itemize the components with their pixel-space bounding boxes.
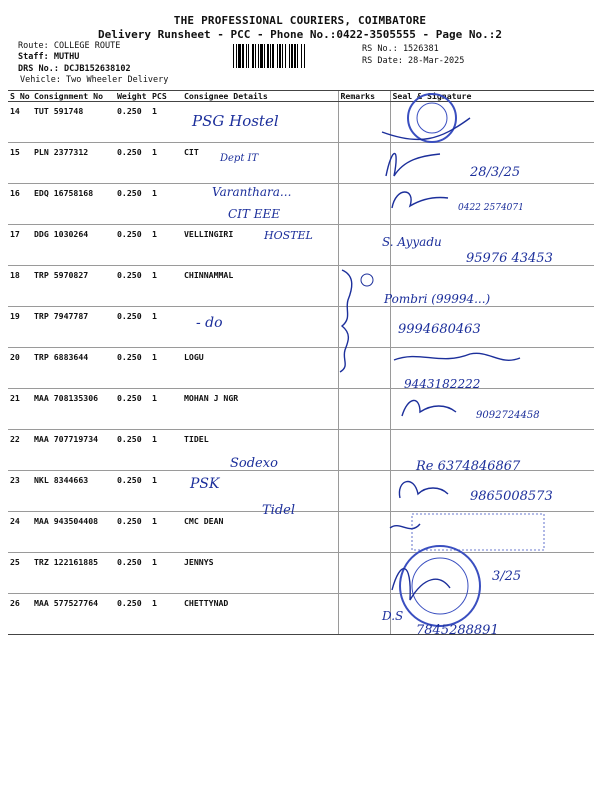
- row-seal-signature: [390, 143, 594, 184]
- row-weight: 0.250: [115, 184, 150, 225]
- row-weight: 0.250: [115, 430, 150, 471]
- runsheet-subtitle: Delivery Runsheet - PCC - Phone No.:0422-3505555 - Page No.:2: [98, 28, 502, 41]
- col-signature-header: Seal & Signature: [390, 91, 594, 102]
- row-sno: 25: [8, 553, 32, 594]
- handwriting: 95976 43453: [466, 251, 553, 266]
- company-title: THE PROFESSIONAL COURIERS, COIMBATORE: [173, 14, 427, 27]
- col-remarks-header: Remarks: [338, 91, 390, 102]
- row-sno: 24: [8, 512, 32, 553]
- table-header-row: [8, 91, 594, 102]
- row-pcs: 1: [150, 512, 182, 553]
- col-sno-header: S No: [8, 91, 32, 102]
- row-seal-signature: [390, 594, 594, 635]
- row-sno: 19: [8, 307, 32, 348]
- row-remarks: [338, 594, 390, 635]
- row-weight: 0.250: [115, 307, 150, 348]
- row-pcs: 1: [150, 348, 182, 389]
- row-remarks: [338, 143, 390, 184]
- rs-number: RS No.: 1526381: [362, 44, 439, 54]
- row-consignment-no: MAA 943504408: [32, 512, 115, 553]
- row-remarks: [338, 307, 390, 348]
- row-consignment-no: TRZ 122161885: [32, 553, 115, 594]
- row-seal-signature: [390, 348, 594, 389]
- row-weight: 0.250: [115, 143, 150, 184]
- row-consignee: TIDEL: [182, 430, 338, 471]
- row-sno: 26: [8, 594, 32, 635]
- row-seal-signature: [390, 225, 594, 266]
- row-consignee: CIT: [182, 143, 338, 184]
- row-consignee: [182, 102, 338, 143]
- handwriting: 9443182222: [404, 377, 481, 391]
- row-pcs: 1: [150, 307, 182, 348]
- row-pcs: 1: [150, 184, 182, 225]
- handwriting: Sodexo: [230, 456, 278, 471]
- row-consignment-no: NKL 8344663: [32, 471, 115, 512]
- row-consignee: VELLINGIRI: [182, 225, 338, 266]
- handwriting: Dept IT: [220, 153, 259, 164]
- row-consignment-no: TUT 591748: [32, 102, 115, 143]
- row-sno: 14: [8, 102, 32, 143]
- row-consignee: [182, 307, 338, 348]
- handwriting: 7845288891: [416, 623, 499, 638]
- table-row: [8, 594, 594, 635]
- row-consignee: CHETTYNAD: [182, 594, 338, 635]
- row-sno: 20: [8, 348, 32, 389]
- row-consignment-no: EDQ 16758168: [32, 184, 115, 225]
- row-pcs: 1: [150, 471, 182, 512]
- row-pcs: 1: [150, 266, 182, 307]
- row-consignment-no: DDG 1030264: [32, 225, 115, 266]
- row-weight: 0.250: [115, 594, 150, 635]
- col-pcs-header: PCS: [150, 91, 182, 102]
- row-consignment-no: MAA 708135306: [32, 389, 115, 430]
- row-consignee: [182, 471, 338, 512]
- row-pcs: 1: [150, 430, 182, 471]
- handwriting: 28/3/25: [470, 165, 521, 180]
- handwriting: 0422 2574071: [458, 203, 524, 213]
- row-consignee: MOHAN J NGR: [182, 389, 338, 430]
- row-seal-signature: [390, 184, 594, 225]
- row-seal-signature: [390, 512, 594, 553]
- drs-number: DRS No.: DCJB152638102: [18, 64, 131, 74]
- row-weight: 0.250: [115, 225, 150, 266]
- table-row: [8, 225, 594, 266]
- row-seal-signature: [390, 102, 594, 143]
- row-remarks: [338, 471, 390, 512]
- table-row: [8, 102, 594, 143]
- col-consignment-header: Consignment No: [32, 91, 115, 102]
- handwriting: Varanthara...: [212, 185, 292, 199]
- row-consignment-no: TRP 5970827: [32, 266, 115, 307]
- handwriting: Pombri (99994...): [384, 292, 491, 306]
- rs-date: RS Date: 28-Mar-2025: [362, 56, 465, 66]
- row-remarks: [338, 184, 390, 225]
- row-consignment-no: MAA 707719734: [32, 430, 115, 471]
- row-seal-signature: [390, 553, 594, 594]
- runsheet-table: [8, 90, 594, 635]
- row-sno: 18: [8, 266, 32, 307]
- table-row: [8, 553, 594, 594]
- row-remarks: [338, 102, 390, 143]
- row-remarks: [338, 389, 390, 430]
- row-seal-signature: [390, 430, 594, 471]
- row-remarks: [338, 553, 390, 594]
- row-remarks: [338, 430, 390, 471]
- row-remarks: [338, 225, 390, 266]
- col-consignee-header: Consignee Details: [182, 91, 338, 102]
- row-weight: 0.250: [115, 102, 150, 143]
- handwriting: 9994680463: [398, 322, 481, 337]
- handwriting: PSK: [190, 476, 220, 492]
- staff-label: Staff: MUTHU: [18, 52, 80, 62]
- col-weight-header: Weight: [115, 91, 150, 102]
- table-row: [8, 512, 594, 553]
- row-remarks: [338, 512, 390, 553]
- row-pcs: 1: [150, 553, 182, 594]
- row-sno: 22: [8, 430, 32, 471]
- row-sno: 23: [8, 471, 32, 512]
- route-label: Route: COLLEGE ROUTE: [18, 41, 121, 51]
- row-seal-signature: [390, 389, 594, 430]
- row-consignment-no: TRP 6883644: [32, 348, 115, 389]
- row-pcs: 1: [150, 594, 182, 635]
- row-remarks: [338, 266, 390, 307]
- handwriting: CIT EEE: [228, 207, 281, 221]
- row-consignee: LOGU: [182, 348, 338, 389]
- handwriting: - do: [196, 315, 223, 331]
- row-consignment-no: TRP 7947787: [32, 307, 115, 348]
- row-pcs: 1: [150, 225, 182, 266]
- table-row: [8, 307, 594, 348]
- row-sno: 15: [8, 143, 32, 184]
- row-consignment-no: MAA 577527764: [32, 594, 115, 635]
- barcode-bar: [305, 44, 306, 68]
- handwriting: Tidel: [262, 503, 296, 518]
- row-weight: 0.250: [115, 471, 150, 512]
- row-weight: 0.250: [115, 389, 150, 430]
- handwriting: HOSTEL: [264, 229, 313, 242]
- row-weight: 0.250: [115, 348, 150, 389]
- handwriting: 9092724458: [476, 410, 540, 421]
- row-pcs: 1: [150, 143, 182, 184]
- row-weight: 0.250: [115, 553, 150, 594]
- table-row: [8, 143, 594, 184]
- row-pcs: 1: [150, 389, 182, 430]
- table-row: [8, 389, 594, 430]
- handwriting: 9865008573: [470, 489, 553, 504]
- row-consignee: CHINNAMMAL: [182, 266, 338, 307]
- handwriting: PSG Hostel: [192, 112, 279, 130]
- handwriting: Re 6374846867: [416, 459, 521, 474]
- row-sno: 16: [8, 184, 32, 225]
- handwriting: D.S: [382, 609, 404, 623]
- row-pcs: 1: [150, 102, 182, 143]
- row-weight: 0.250: [115, 266, 150, 307]
- row-sno: 21: [8, 389, 32, 430]
- barcode: [233, 44, 356, 68]
- row-consignee: CMC DEAN: [182, 512, 338, 553]
- row-consignee: JENNYS: [182, 553, 338, 594]
- row-weight: 0.250: [115, 512, 150, 553]
- row-consignee: [182, 184, 338, 225]
- row-sno: 17: [8, 225, 32, 266]
- table-row: [8, 430, 594, 471]
- handwriting: 3/25: [492, 569, 522, 584]
- handwriting: S. Ayyadu: [382, 235, 442, 249]
- row-remarks: [338, 348, 390, 389]
- vehicle-label: Vehicle: Two Wheeler Delivery: [20, 75, 169, 85]
- table-row: [8, 348, 594, 389]
- table-row: [8, 471, 594, 512]
- table-row: [8, 266, 594, 307]
- table-row: [8, 184, 594, 225]
- row-seal-signature: [390, 307, 594, 348]
- row-seal-signature: [390, 266, 594, 307]
- row-consignment-no: PLN 2377312: [32, 143, 115, 184]
- row-seal-signature: [390, 471, 594, 512]
